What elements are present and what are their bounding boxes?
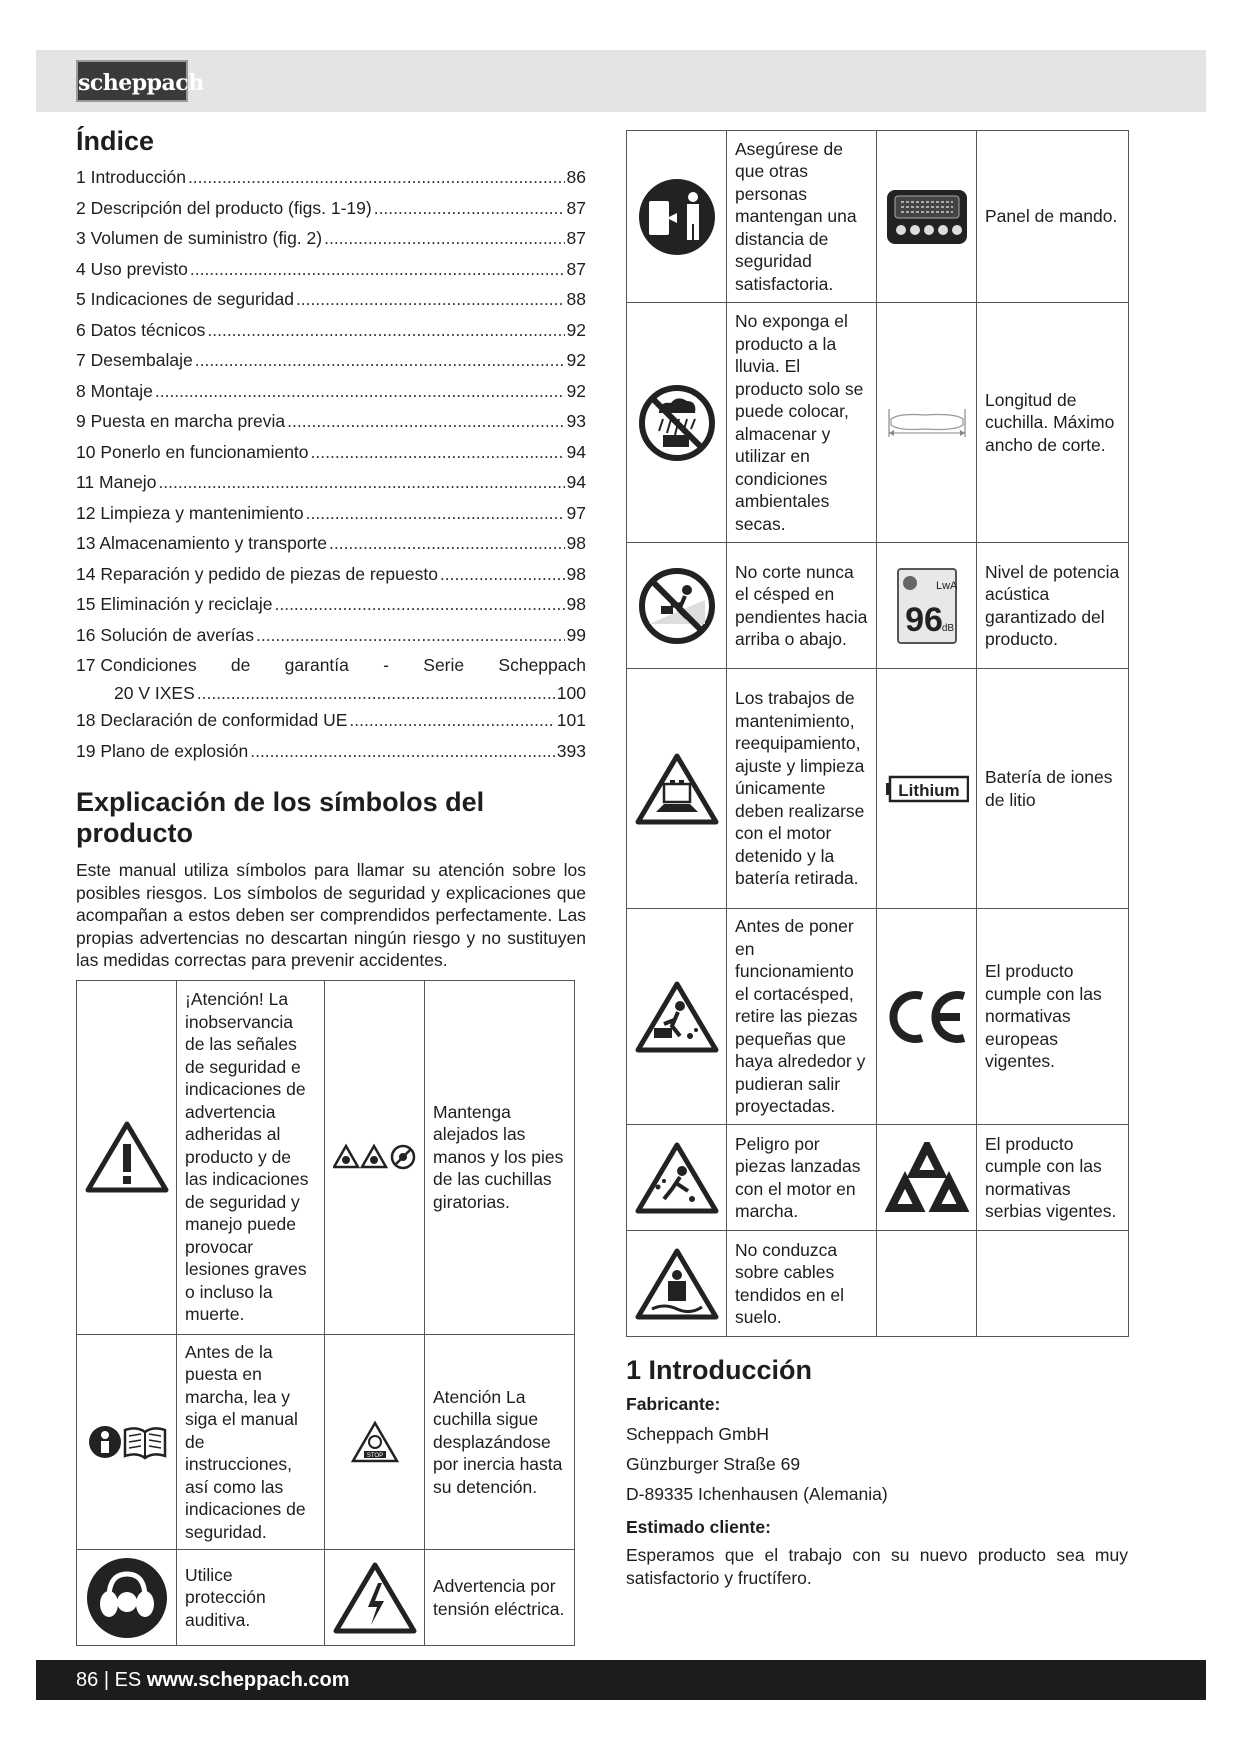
- thrown-objects-icon: [627, 1125, 727, 1231]
- toc-entry[interactable]: 3 Volumen de suministro (fig. 2) ..... 87: [76, 228, 586, 259]
- symbol-row: [627, 303, 1129, 543]
- empty-cell: [877, 1231, 977, 1337]
- address-line: Scheppach GmbH: [626, 1424, 769, 1444]
- svg-text:STOP: STOP: [366, 1452, 383, 1459]
- symbol-description: Longitud de cuchilla. Máximo ancho de corte.: [977, 303, 1129, 543]
- toc-entry[interactable]: 2 Descripción del producto (figs. 1-19) ..... 87: [76, 198, 586, 229]
- empty-cell: [977, 1231, 1129, 1337]
- language-code: ES: [114, 1669, 142, 1691]
- address-line: Günzburger Straße 69: [626, 1454, 801, 1474]
- page-number: 86: [76, 1669, 99, 1691]
- customer-text: Esperamos que el trabajo con su nuevo producto sea muy satisfactorio y fructífero.: [626, 1545, 1128, 1588]
- symbol-description: Advertencia por tensión eléctrica.: [425, 1550, 575, 1646]
- symbol-description: Utilice protección auditiva.: [177, 1550, 325, 1646]
- remove-objects-icon: [627, 909, 727, 1125]
- manufacturer-address: [626, 1419, 1128, 1509]
- toc-entry[interactable]: 10 Ponerlo en funcionamiento ..... 94: [76, 442, 586, 473]
- symbol-description: Panel de mando.: [977, 131, 1129, 303]
- keep-away-blades-icon: [325, 980, 425, 1334]
- maintenance-battery-icon: [627, 669, 727, 909]
- symbol-row: [627, 543, 1129, 669]
- symbol-row: [77, 1550, 575, 1646]
- svg-text:Lithium: Lithium: [897, 780, 960, 800]
- toc-entry[interactable]: 15 Eliminación y reciclaje ..... 98: [76, 594, 586, 625]
- brand-logo: scheppach: [76, 60, 188, 102]
- symbol-description: Antes de poner en funcionamiento el cortacésped, retire las piezas pequeñas que haya alrededor y pudieran salir proyectadas.: [727, 909, 877, 1125]
- symbol-description: Asegúrese de que otras personas mantengan una distancia de seguridad satisfactoria.: [727, 131, 877, 303]
- read-manual-icon: [77, 1334, 177, 1550]
- toc-entry[interactable]: 14 Reparación y pedido de piezas de repuesto ..... 98: [76, 564, 586, 595]
- symbol-description: Los trabajos de mantenimiento, reequipamiento, ajuste y limpieza únicamente deben realizarse con el motor detenido y la batería retirada.: [727, 669, 877, 909]
- toc-entry[interactable]: 19 Plano de explosión ..... 393: [76, 741, 586, 772]
- no-cables-icon: [627, 1231, 727, 1337]
- symbol-row: [77, 980, 575, 1334]
- lithium-battery-icon: [877, 669, 977, 909]
- symbol-row: [627, 1125, 1129, 1231]
- warning-triangle-icon: [77, 980, 177, 1334]
- no-slope-mowing-icon: [627, 543, 727, 669]
- symbol-description: Nivel de potencia acústica garantizado del producto.: [977, 543, 1129, 669]
- symbols-table-left: [76, 980, 575, 1647]
- introduction-title: 1 Introducción: [626, 1355, 813, 1385]
- symbol-description: No exponga el producto a la lluvia. El producto solo se puede colocar, almacenar y utilizar en condiciones ambientales secas.: [727, 303, 877, 543]
- symbol-row: [627, 909, 1129, 1125]
- toc-entry[interactable]: 5 Indicaciones de seguridad ..... 88: [76, 289, 586, 320]
- symbol-description: Peligro por piezas lanzadas con el motor en marcha.: [727, 1125, 877, 1231]
- symbol-row: [627, 131, 1129, 303]
- toc-entry[interactable]: 11 Manejo ..... 94: [76, 472, 586, 503]
- symbol-row: [627, 669, 1129, 909]
- symbol-description: Batería de iones de litio: [977, 669, 1129, 909]
- symbol-description: No conduzca sobre cables tendidos en el suelo.: [727, 1231, 877, 1337]
- toc-entry[interactable]: 18 Declaración de conformidad UE ..... 101: [76, 710, 586, 741]
- symbol-row: [627, 1231, 1129, 1337]
- left-column: [76, 126, 586, 1646]
- toc-entry[interactable]: 12 Limpieza y mantenimiento ..... 97: [76, 503, 586, 534]
- svg-text:CE: CE: [883, 985, 885, 987]
- toc-entry[interactable]: 8 Montaje ..... 92: [76, 381, 586, 412]
- blade-length-icon: [877, 303, 977, 543]
- symbol-description: No corte nunca el césped en pendientes hacia arriba o abajo.: [727, 543, 877, 669]
- serbia-conformity-icon: [877, 1125, 977, 1231]
- hearing-protection-icon: [77, 1550, 177, 1646]
- index-title: Índice: [76, 126, 155, 156]
- ce-mark-icon: [877, 909, 977, 1125]
- symbol-description: El producto cumple con las normativas serbias vigentes.: [977, 1125, 1129, 1231]
- svg-text:dB: dB: [941, 622, 954, 634]
- right-column: [626, 130, 1128, 1589]
- safe-distance-icon: [627, 131, 727, 303]
- toc-entry[interactable]: 13 Almacenamiento y transporte ..... 98: [76, 533, 586, 564]
- symbols-intro-paragraph: Este manual utiliza símbolos para llamar su atención sobre los posibles riesgos. Los símbolos de seguridad y explicaciones que acompañan a estos deben ser comprendidos perfectamente. Las propias advertencias no descartan ningún riesgo y no sustituyen las medidas correctas para prevenir accidentes.: [76, 860, 586, 970]
- symbols-section-title: Explicación de los símbolos del producto: [76, 787, 485, 848]
- symbol-row: [77, 1334, 575, 1550]
- toc-entry[interactable]: 7 Desembalaje ..... 92: [76, 350, 586, 381]
- toc-entry[interactable]: 17 Condiciones de garantía - Serie Scheppach 20 V IXES ..... 100: [76, 655, 586, 710]
- page-footer: [36, 1660, 1206, 1700]
- symbol-description: Mantenga alejados las manos y los pies de las cuchillas giratorias.: [425, 980, 575, 1334]
- customer-heading: Estimado cliente:: [626, 1517, 771, 1537]
- symbols-table-right: [626, 130, 1129, 1337]
- address-line: D-89335 Ichenhausen (Alemania): [626, 1484, 888, 1504]
- sound-power-icon: [877, 543, 977, 669]
- blade-inertia-icon: [325, 1334, 425, 1550]
- table-of-contents: [76, 167, 586, 771]
- electric-voltage-icon: [325, 1550, 425, 1646]
- header-bar: [36, 50, 1206, 112]
- symbol-description: El producto cumple con las normativas europeas vigentes.: [977, 909, 1129, 1125]
- toc-entry[interactable]: 16 Solución de averías ..... 99: [76, 625, 586, 656]
- manufacturer-heading: Fabricante:: [626, 1394, 721, 1414]
- control-panel-icon: [877, 131, 977, 303]
- svg-text:LwA: LwA: [935, 579, 957, 592]
- toc-entry[interactable]: 4 Uso previsto ..... 87: [76, 259, 586, 290]
- symbol-description: Atención La cuchilla sigue desplazándose por inercia hasta su detención.: [425, 1334, 575, 1550]
- toc-entry[interactable]: 9 Puesta en marcha previa ..... 93: [76, 411, 586, 442]
- toc-entry[interactable]: 1 Introducción ..... 86: [76, 167, 586, 198]
- website-link[interactable]: www.scheppach.com: [146, 1669, 350, 1691]
- symbol-description: Antes de la puesta en marcha, lea y siga el manual de instrucciones, así como las indicaciones de seguridad.: [177, 1334, 325, 1550]
- svg-text:96: 96: [904, 600, 943, 639]
- no-rain-icon: [627, 303, 727, 543]
- toc-entry[interactable]: 6 Datos técnicos ..... 92: [76, 320, 586, 351]
- symbol-description: ¡Atención! La inobservancia de las señales de seguridad e indicaciones de advertencia adheridas al producto y de las indicaciones de seguridad y manejo puede provocar lesiones graves o incluso la muerte.: [177, 980, 325, 1334]
- footer-separator: |: [103, 1669, 110, 1691]
